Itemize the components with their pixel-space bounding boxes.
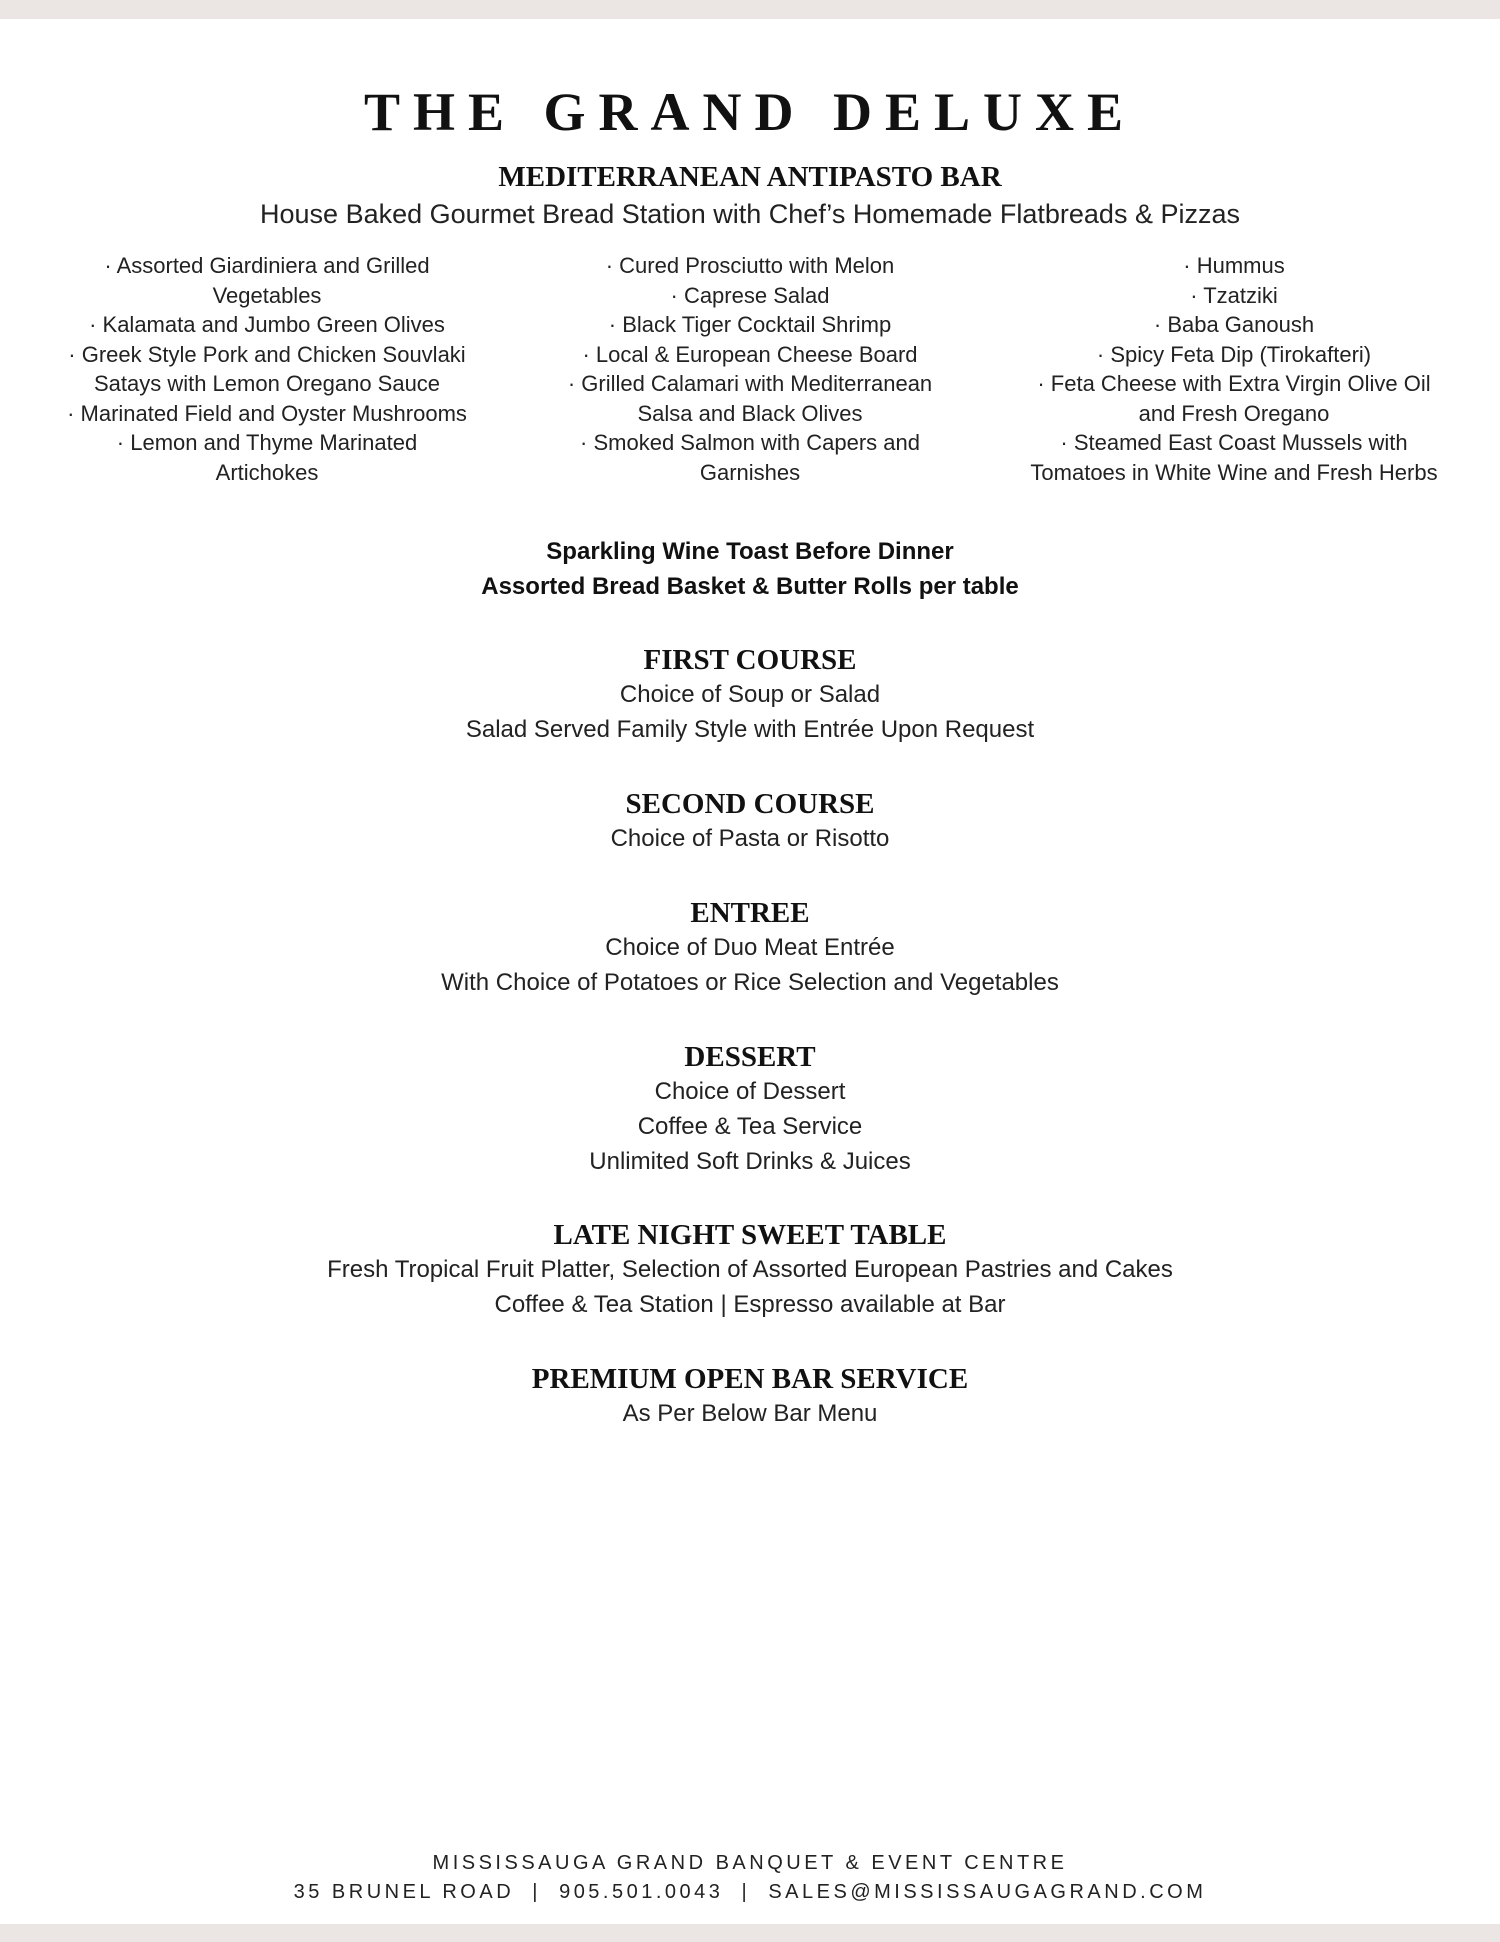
entree-heading: ENTREE — [690, 897, 810, 929]
late-night-line: Coffee & Tea Station | Espresso available at Bar — [494, 1291, 1006, 1318]
list-item: · Caprese Salad — [670, 282, 830, 308]
list-item: · Kalamata and Jumbo Green Olives — [89, 312, 445, 337]
open-bar-heading: PREMIUM OPEN BAR SERVICE — [531, 1363, 969, 1395]
second-course-heading: SECOND COURSE — [625, 788, 875, 820]
late-night-line: Fresh Tropical Fruit Platter, Selection of Assorted European Pastries and Cakes — [327, 1256, 1173, 1283]
list-item: · Greek Style Pork and Chicken Souvlaki — [68, 341, 466, 367]
list-item: · Local & European Cheese Board — [582, 341, 918, 367]
list-item: Artichokes — [215, 459, 319, 485]
late-night-section — [0, 1218, 1500, 1322]
entree-section — [0, 896, 1500, 1000]
list-item: Salsa and Black Olives — [637, 400, 863, 426]
first-course-heading: FIRST COURSE — [643, 644, 857, 676]
dessert-line: Choice of Dessert — [654, 1078, 846, 1105]
list-item: · Hummus — [1183, 253, 1285, 278]
list-item: · Steamed East Coast Mussels with — [1060, 430, 1408, 455]
antipasto-section — [0, 160, 1500, 232]
open-bar-line: As Per Below Bar Menu — [622, 1400, 878, 1427]
first-course-section — [0, 643, 1500, 747]
antipasto-column-2 — [530, 251, 970, 487]
second-course-section — [0, 787, 1500, 856]
late-night-heading: LATE NIGHT SWEET TABLE — [553, 1219, 947, 1251]
list-item: Tomatoes in White Wine and Fresh Herbs — [1030, 459, 1438, 485]
second-course-line: Choice of Pasta or Risotto — [610, 825, 890, 852]
antipasto-columns — [0, 251, 1500, 511]
list-item: · Cured Prosciutto with Melon — [605, 253, 895, 278]
page-title: THE GRAND DELUXE — [363, 82, 1137, 142]
list-item: · Tzatziki — [1190, 282, 1278, 308]
footer-venue: MISSISSAUGA GRAND BANQUET & EVENT CENTRE — [432, 1852, 1068, 1874]
dessert-section — [0, 1040, 1500, 1179]
list-item: · Spicy Feta Dip (Tirokafteri) — [1096, 341, 1372, 367]
list-item: · Baba Ganoush — [1153, 312, 1315, 337]
list-item: · Black Tiger Cocktail Shrimp — [608, 312, 892, 337]
menu-page — [0, 19, 1500, 1924]
list-item: Vegetables — [212, 282, 322, 308]
list-item: Satays with Lemon Oregano Sauce — [93, 371, 441, 396]
list-item: · Lemon and Thyme Marinated — [116, 430, 418, 455]
dessert-line: Unlimited Soft Drinks & Juices — [589, 1148, 911, 1175]
toast-section — [0, 534, 1500, 604]
entree-line: With Choice of Potatoes or Rice Selection and Vegetables — [441, 969, 1059, 996]
first-course-line: Choice of Soup or Salad — [619, 681, 881, 708]
list-item: · Feta Cheese with Extra Virgin Olive Oil — [1037, 371, 1431, 396]
list-item: · Assorted Giardiniera and Grilled — [104, 253, 430, 278]
toast-line: Sparkling Wine Toast Before Dinner — [546, 538, 954, 565]
list-item: · Grilled Calamari with Mediterranean — [567, 371, 933, 396]
list-item: Garnishes — [699, 459, 801, 485]
antipasto-column-3 — [1000, 251, 1468, 487]
list-item: · Marinated Field and Oyster Mushrooms — [67, 400, 467, 426]
first-course-line: Salad Served Family Style with Entrée Upon Request — [465, 716, 1035, 743]
entree-line: Choice of Duo Meat Entrée — [605, 934, 895, 961]
antipasto-subtitle: House Baked Gourmet Bread Station with Chef’s Homemade Flatbreads & Pizzas — [260, 199, 1240, 229]
dessert-line: Coffee & Tea Service — [637, 1113, 863, 1140]
footer-contact: 35 BRUNEL ROAD | 905.501.0043 | SALES@MISSISSAUGAGRAND.COM — [293, 1881, 1207, 1903]
list-item: · Smoked Salmon with Capers and — [580, 430, 920, 455]
dessert-heading: DESSERT — [684, 1041, 816, 1073]
open-bar-section — [0, 1362, 1500, 1431]
bread-basket-line: Assorted Bread Basket & Butter Rolls per table — [481, 573, 1019, 600]
antipasto-column-1 — [40, 251, 494, 487]
antipasto-heading: MEDITERRANEAN ANTIPASTO BAR — [498, 161, 1002, 193]
list-item: and Fresh Oregano — [1138, 400, 1330, 426]
